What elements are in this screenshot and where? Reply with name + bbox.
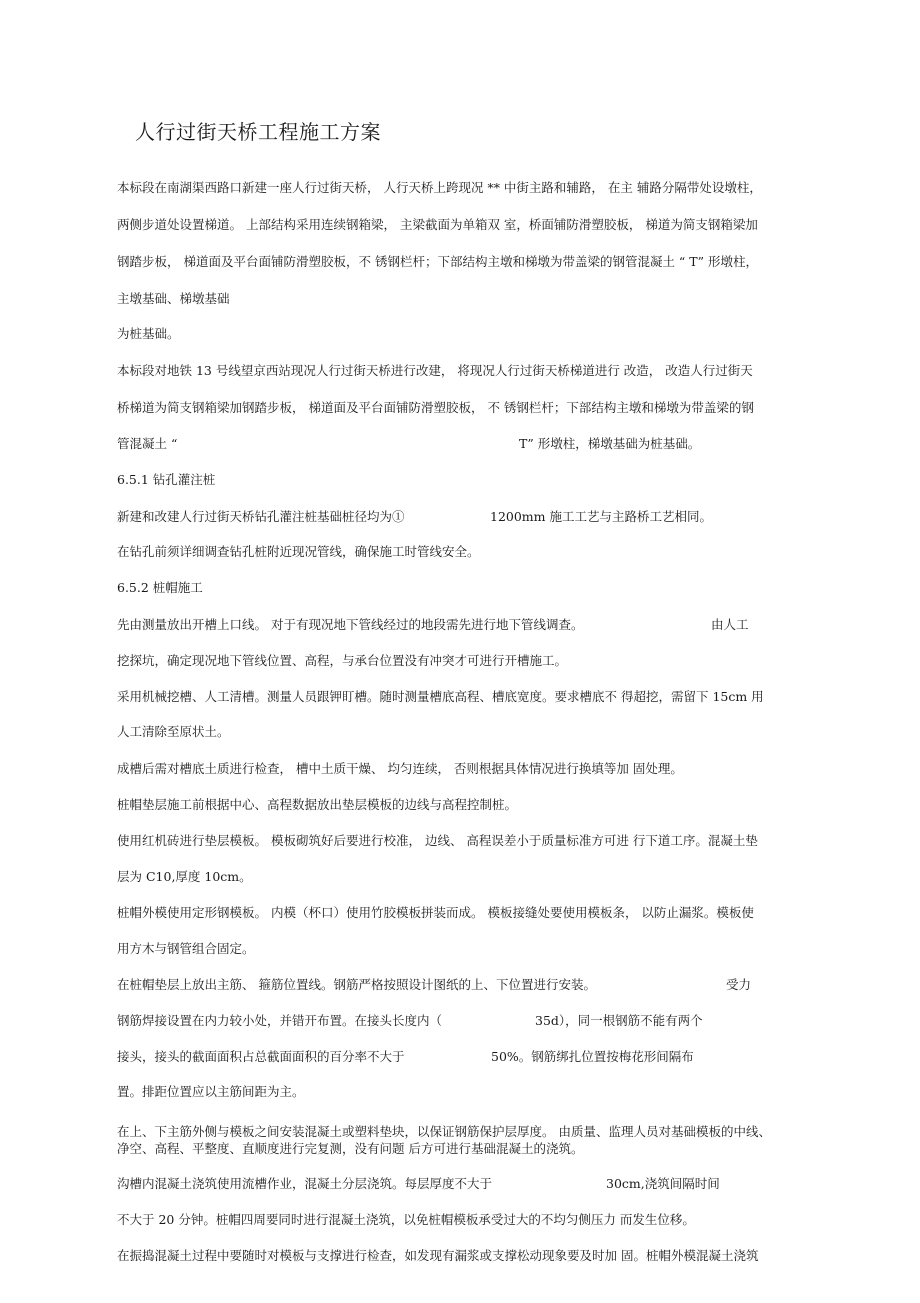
paragraph-line: 不大于 20 分钟。桩帽四周要同时进行混凝土浇筑，以免桩帽模板承受过大的不均匀侧压力 而发生位移。	[117, 1212, 695, 1227]
paragraph-line: 在钻孔前须详细调查钻孔桩附近现况管线，确保施工时管线安全。	[117, 544, 480, 559]
paragraph-line: 层为 C10,厚度 10cm。	[117, 869, 252, 884]
paragraph-line: 接头，接头的截面面积占总截面面积的百分率不大于	[117, 1049, 405, 1064]
paragraph-line: 为桩基础。	[117, 326, 180, 341]
paragraph-line: 主墩基础、梯墩基础	[117, 291, 230, 306]
paragraph-line-segment: 受力	[726, 977, 752, 992]
paragraph-line: 钢踏步板， 梯道面及平台面铺防滑塑胶板，不 锈钢栏杆；下部结构主墩和梯墩为带盖梁的钢管混凝土 “ T” 形墩柱，	[117, 254, 758, 269]
paragraph-line: 两侧步道处设置梯道。 上部结构采用连续钢箱梁， 主梁截面为单箱双 室，桥面铺防滑塑胶板， 梯道为简支钢箱梁加	[117, 217, 758, 232]
paragraph-line-segment: 50%。钢筋绑扎位置按梅花形间隔布	[491, 1049, 694, 1064]
paragraph-line-segment: 1200mm 施工工艺与主路桥工艺相同。	[490, 509, 712, 524]
document-title: 人行过街天桥工程施工方案	[135, 120, 381, 144]
paragraph-line: 桩帽垫层施工前根据中心、高程数据放出垫层模板的边线与高程控制桩。	[117, 797, 518, 812]
paragraph-line: 本标段对地铁 13 号线望京西站现况人行过街天桥进行改建， 将现况人行过街天桥梯道进行 改造， 改造人行过街天	[117, 363, 753, 378]
paragraph-line-segment: 30cm,浇筑间隔时间	[606, 1176, 720, 1191]
paragraph-line: 钢筋焊接设置在内力较小处，并错开布置。在接头长度内（	[117, 1013, 443, 1028]
paragraph-line: 使用红机砖进行垫层模板。 模板砌筑好后要进行校准， 边线、 高程误差小于质量标准方可进 行下道工序。混凝土垫	[117, 833, 758, 848]
paragraph-line: 沟槽内混凝土浇筑使用流槽作业，混凝土分层浇筑。每层厚度不大于	[117, 1176, 493, 1191]
paragraph-line: 管混凝土 “	[117, 436, 178, 451]
paragraph-line: 用方木与钢管组合固定。	[117, 941, 255, 956]
paragraph-line: 采用机械挖槽、人工清槽。测量人员跟钾盯槽。随时测量槽底高程、槽底宽度。要求槽底不 得超挖，需留下 15cm 用	[117, 689, 764, 704]
paragraph-line: 新建和改建人行过街天桥钻孔灌注桩基础桩径均为①	[117, 509, 405, 524]
section-heading: 6.5.1 钻孔灌注桩	[117, 472, 216, 487]
paragraph-line: 在振捣混凝土过程中要随时对模板与支撑进行检查，如发现有漏浆或支撑松动现象要及时加 固。桩帽外模混凝土浇筑	[117, 1248, 759, 1263]
paragraph-line: 在上、下主筋外侧与模板之间安装混凝土或塑料垫块，以保证钢筋保护层厚度。 由质量、监理人员对基础模板的中线、	[117, 1124, 771, 1139]
paragraph-line-segment: T” 形墩柱，梯墩基础为桩基础。	[519, 436, 701, 451]
paragraph-line: 在桩帽垫层上放出主筋、 箍筋位置线。钢筋严格按照设计图纸的上、下位置进行安装。	[117, 977, 596, 992]
paragraph-line: 净空、高程、平整度、直顺度进行完复测，没有问题 后方可进行基础混凝土的浇筑。	[117, 1141, 584, 1156]
paragraph-line: 桩帽外模使用定形钢模板。 内模（杯口）使用竹胶模板拼装而成。 模板接缝处要使用模板条， 以防止漏浆。模板使	[117, 905, 754, 920]
section-heading: 6.5.2 桩帽施工	[117, 580, 203, 595]
paragraph-line: 人工清除至原状土。	[117, 724, 230, 739]
paragraph-line: 挖探坑，确定现况地下管线位置、高程，与承台位置没有冲突才可进行开槽施工。	[117, 653, 568, 668]
paragraph-line-segment: 由人工	[711, 617, 749, 632]
paragraph-line-segment: 35d），同一根钢筋不能有两个	[535, 1013, 703, 1028]
paragraph-line: 置。排距位置应以主筋间距为主。	[117, 1084, 305, 1099]
paragraph-line: 桥梯道为简支钢箱梁加钢踏步板， 梯道面及平台面铺防滑塑胶板， 不 锈钢栏杆；下部结构主墩和梯墩为带盖梁的钢	[117, 400, 754, 415]
paragraph-line: 本标段在南湖渠西路口新建一座人行过街天桥， 人行天桥上跨现况 ** 中街主路和辅路， 在主 辅路分隔带处设墩柱，	[117, 180, 762, 195]
paragraph-line: 先由测量放出开槽上口线。 对于有现况地下管线经过的地段需先进行地下管线调查。	[117, 617, 584, 632]
paragraph-line: 成槽后需对槽底土质进行检查， 槽中土质干燥、 均匀连续， 否则根据具体情况进行换填等加 固处理。	[117, 761, 683, 776]
